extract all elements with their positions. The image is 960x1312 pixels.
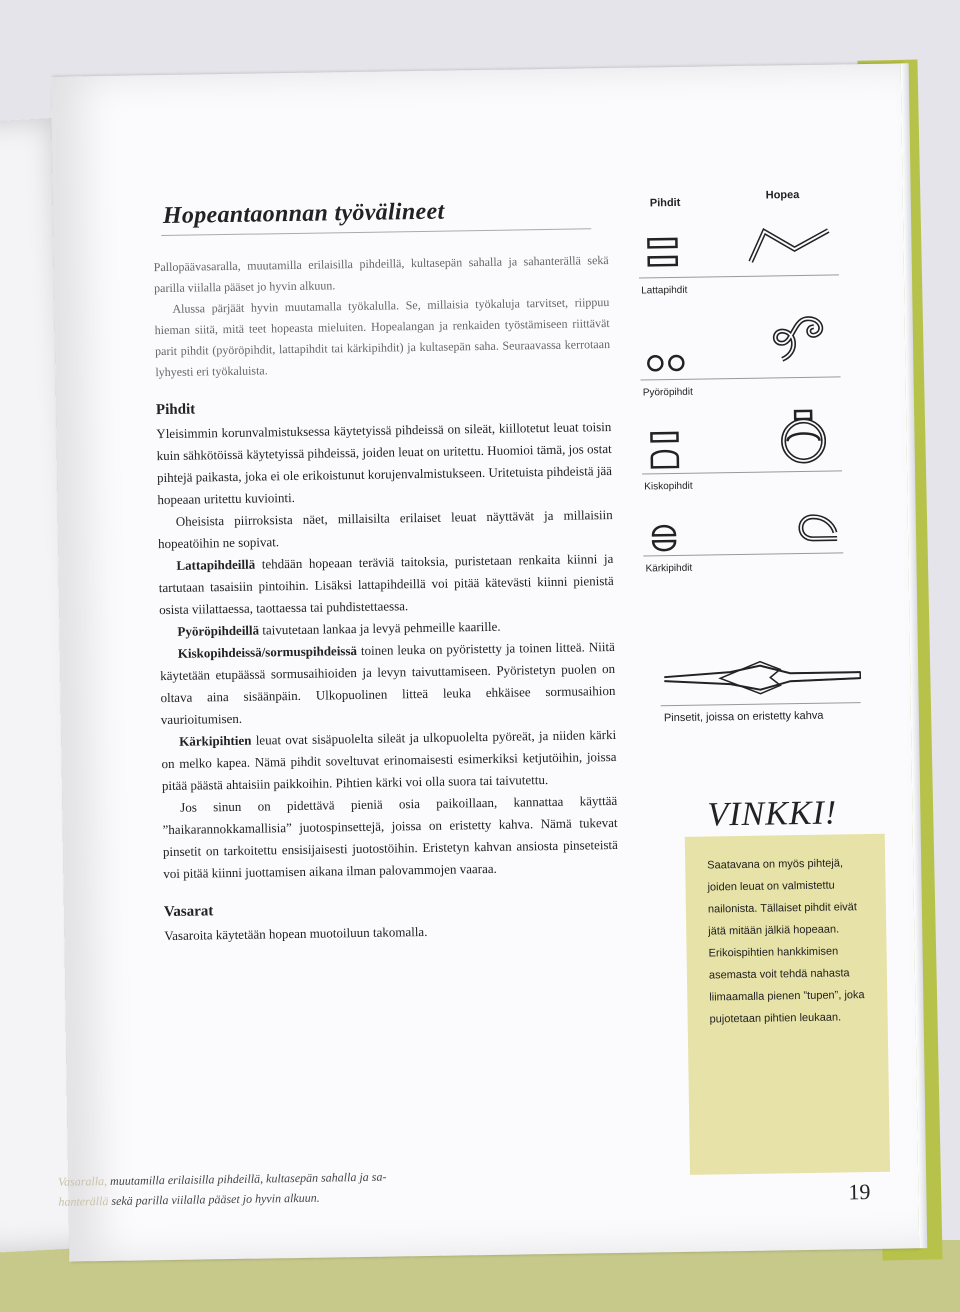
pihdit-paragraph-1: Yleisimmin korunvalmistuksessa käytetyissä pihdeissä on sileät, kiillotetut leuat toisin kuin sähkötöissä käytetyissä pihdeissä, joiden leuat on uritettu. Huomioi tämä, jos ostat pihtejä paikasta, joka ei ole erikoistunut korujenvalmistukseen. Uritetuista pihdeistä jää hopeaan uritettu kuviointi. bbox=[156, 418, 613, 508]
round-jaws-icon bbox=[644, 351, 688, 376]
caption-lattapihdit: Lattapihdit bbox=[641, 284, 688, 297]
figure-row-lattapihdit bbox=[638, 222, 849, 305]
flat-jaws-icon bbox=[646, 235, 681, 272]
vasarat-paragraph: Vasaroita käytetään hopean muotoiluun takomalla. bbox=[164, 923, 428, 944]
tip-title: VINKKI! bbox=[707, 794, 838, 834]
kiskopihdit-term: Kiskopihdeissä/sormuspihdeissä bbox=[177, 643, 358, 661]
caption-karkipihdit: Kärkipihdit bbox=[645, 562, 693, 575]
loop-wire-icon bbox=[793, 510, 844, 545]
page-title: Hopeantaonnan työvälineet bbox=[162, 198, 445, 230]
tongs-paragraph: Jos sinun on pidettävä pieniä osia paikoillaan, kannattaa käyttää ”haikarannokkamallisia” juotospinsettejä, joissa on eristetty kahva. Nämä tukevat pinsetit on tarkoitettu ensisijaisesti juotostöihin. Eristetyn kahvan ansiosta pinseteistä voi pitää kiinni juottamisen aikana ilman palovammojen vaaraa. bbox=[162, 792, 618, 882]
intro-paragraph-2: Alussa pärjäät hyvin muutamalla työkalulla. Se, millaisia työkaluja tarvitset, riippuu hieman siitä, mitä teet hopeasta mieluiten. Hopealangan ja renkaiden työstämiseen riittävät parit pihdit (pyöröpihdit, lattapihdit tai kärkipihdit) ja kultasepän saha. Seuraavassa kerrotaan lyhyesti eri työkaluista. bbox=[154, 295, 611, 380]
kiskopihdit-paragraph bbox=[160, 636, 616, 731]
caption-kiskopihdit: Kiskopihdit bbox=[644, 480, 693, 493]
kiskopihdit-text: toinen leuka on pyöristetty ja toinen litteä. Niitä käytetään etupäässä sormusaihioiden ja levyn taivuttamiseen. Pyöristetyn puolen on oltava aina sisäänpäin. Ulkopuolinen litteä leuka ehkäisee sormusaihion vaurioitumisen. bbox=[160, 638, 616, 728]
figure-row-pyoropihdit bbox=[640, 312, 851, 405]
bottom-caption-faded-1: Vasaralla, bbox=[57, 1174, 108, 1189]
bottom-caption-line-1: muutamilla erilaisilla pihdeillä, kultasepän sahalla ja sa- bbox=[107, 1169, 387, 1188]
column-heading-pliers: Pihdit bbox=[649, 196, 681, 210]
book-page bbox=[51, 63, 920, 1261]
karkipihdit-paragraph bbox=[161, 724, 617, 797]
column-heading-silver: Hopea bbox=[765, 189, 800, 202]
tip-text: Saatavana on myös pihtejä, joiden leuat on valmistettu nailonista. Tällaiset pihdit eivät jätä mitään jälkiä hopeaan. Erikoispihtien hankkimisen asemasta voit tehdä nahasta liimaamalla pienen ”tupen”, joka pujotetaan pihtien leukaan. bbox=[707, 857, 865, 1026]
karkipihdit-text: leuat ovat sisäpuolelta sileät ja ulkopuolelta pyöreät, ja niiden kärki on melko kapea. Nämä pihdit soveltuvat erinomaisesti esimerkiksi ketjutöihin, joissa pitää päästä ahtaisiin paikkoihin. Pihtien kärki voi olla suora tai taivutettu. bbox=[161, 726, 617, 794]
caption-pyoropihdit: Pyöröpihdit bbox=[642, 386, 693, 399]
figure-rule bbox=[639, 274, 839, 278]
insulated-tweezers-icon bbox=[660, 654, 871, 701]
tip-box bbox=[685, 834, 890, 1175]
intro-paragraph-1: Pallopäävasaralla, muutamilla erilaisilla pihdeillä, kultasepän sahalla ja sahanterällä sekä parilla viilalla pääset jo hyvin alkuun. bbox=[153, 253, 609, 296]
pyoropihdit-term: Pyöröpihdeillä bbox=[177, 622, 260, 639]
bottom-caption-line-2: sekä parilla viilalla pääset jo hyvin alkuun. bbox=[108, 1190, 320, 1208]
page-number: 19 bbox=[848, 1179, 871, 1205]
main-text bbox=[154, 250, 620, 947]
pliers-figures bbox=[638, 189, 848, 575]
zigzag-wire-icon bbox=[746, 222, 833, 267]
tongs-rule bbox=[661, 702, 861, 706]
pyoropihdit-text: taivutetaan lankaa ja levyä pehmeille kaarille. bbox=[258, 618, 501, 638]
figure-row-karkipihdit bbox=[643, 504, 854, 597]
figure-row-kiskopihdit bbox=[641, 406, 852, 499]
lattapihdit-text: tehdään hopeaan teräviä taitoksia, puristetaan renkaita kiinni ja tartutaan tasaisiin pintoihin. Lisäksi lattapihdeillä voi pitää kätevästi kiinni pienistä osista viilattaessa, taottaessa tai puhdistettaessa. bbox=[158, 550, 614, 618]
lattapihdit-paragraph bbox=[158, 548, 614, 621]
ring-jaws-icon bbox=[647, 429, 684, 474]
chain-nose-jaws-icon bbox=[649, 517, 680, 557]
bottom-caption bbox=[58, 1165, 479, 1212]
lattapihdit-term: Lattapihdeillä bbox=[176, 556, 256, 573]
title-underline bbox=[161, 228, 591, 236]
section-heading-vasarat: Vasarat bbox=[163, 903, 214, 921]
karkipihdit-term: Kärkipihtien bbox=[179, 732, 252, 749]
figure-rule bbox=[641, 376, 841, 380]
bottom-caption-faded-2: hanterällä bbox=[58, 1193, 109, 1209]
curl-wire-icon bbox=[768, 313, 833, 364]
section-heading-pihdit: Pihdit bbox=[155, 401, 196, 419]
caption-tongs: Pinsetit, joissa on eristetty kahva bbox=[663, 709, 824, 725]
pihdit-paragraph-2: Oheisista piirroksista näet, millaisilta erilaiset leuat näyttävät ja millaisiin hopeatöihin ne sopivat. bbox=[157, 506, 613, 552]
ring-shape-icon bbox=[769, 406, 840, 467]
